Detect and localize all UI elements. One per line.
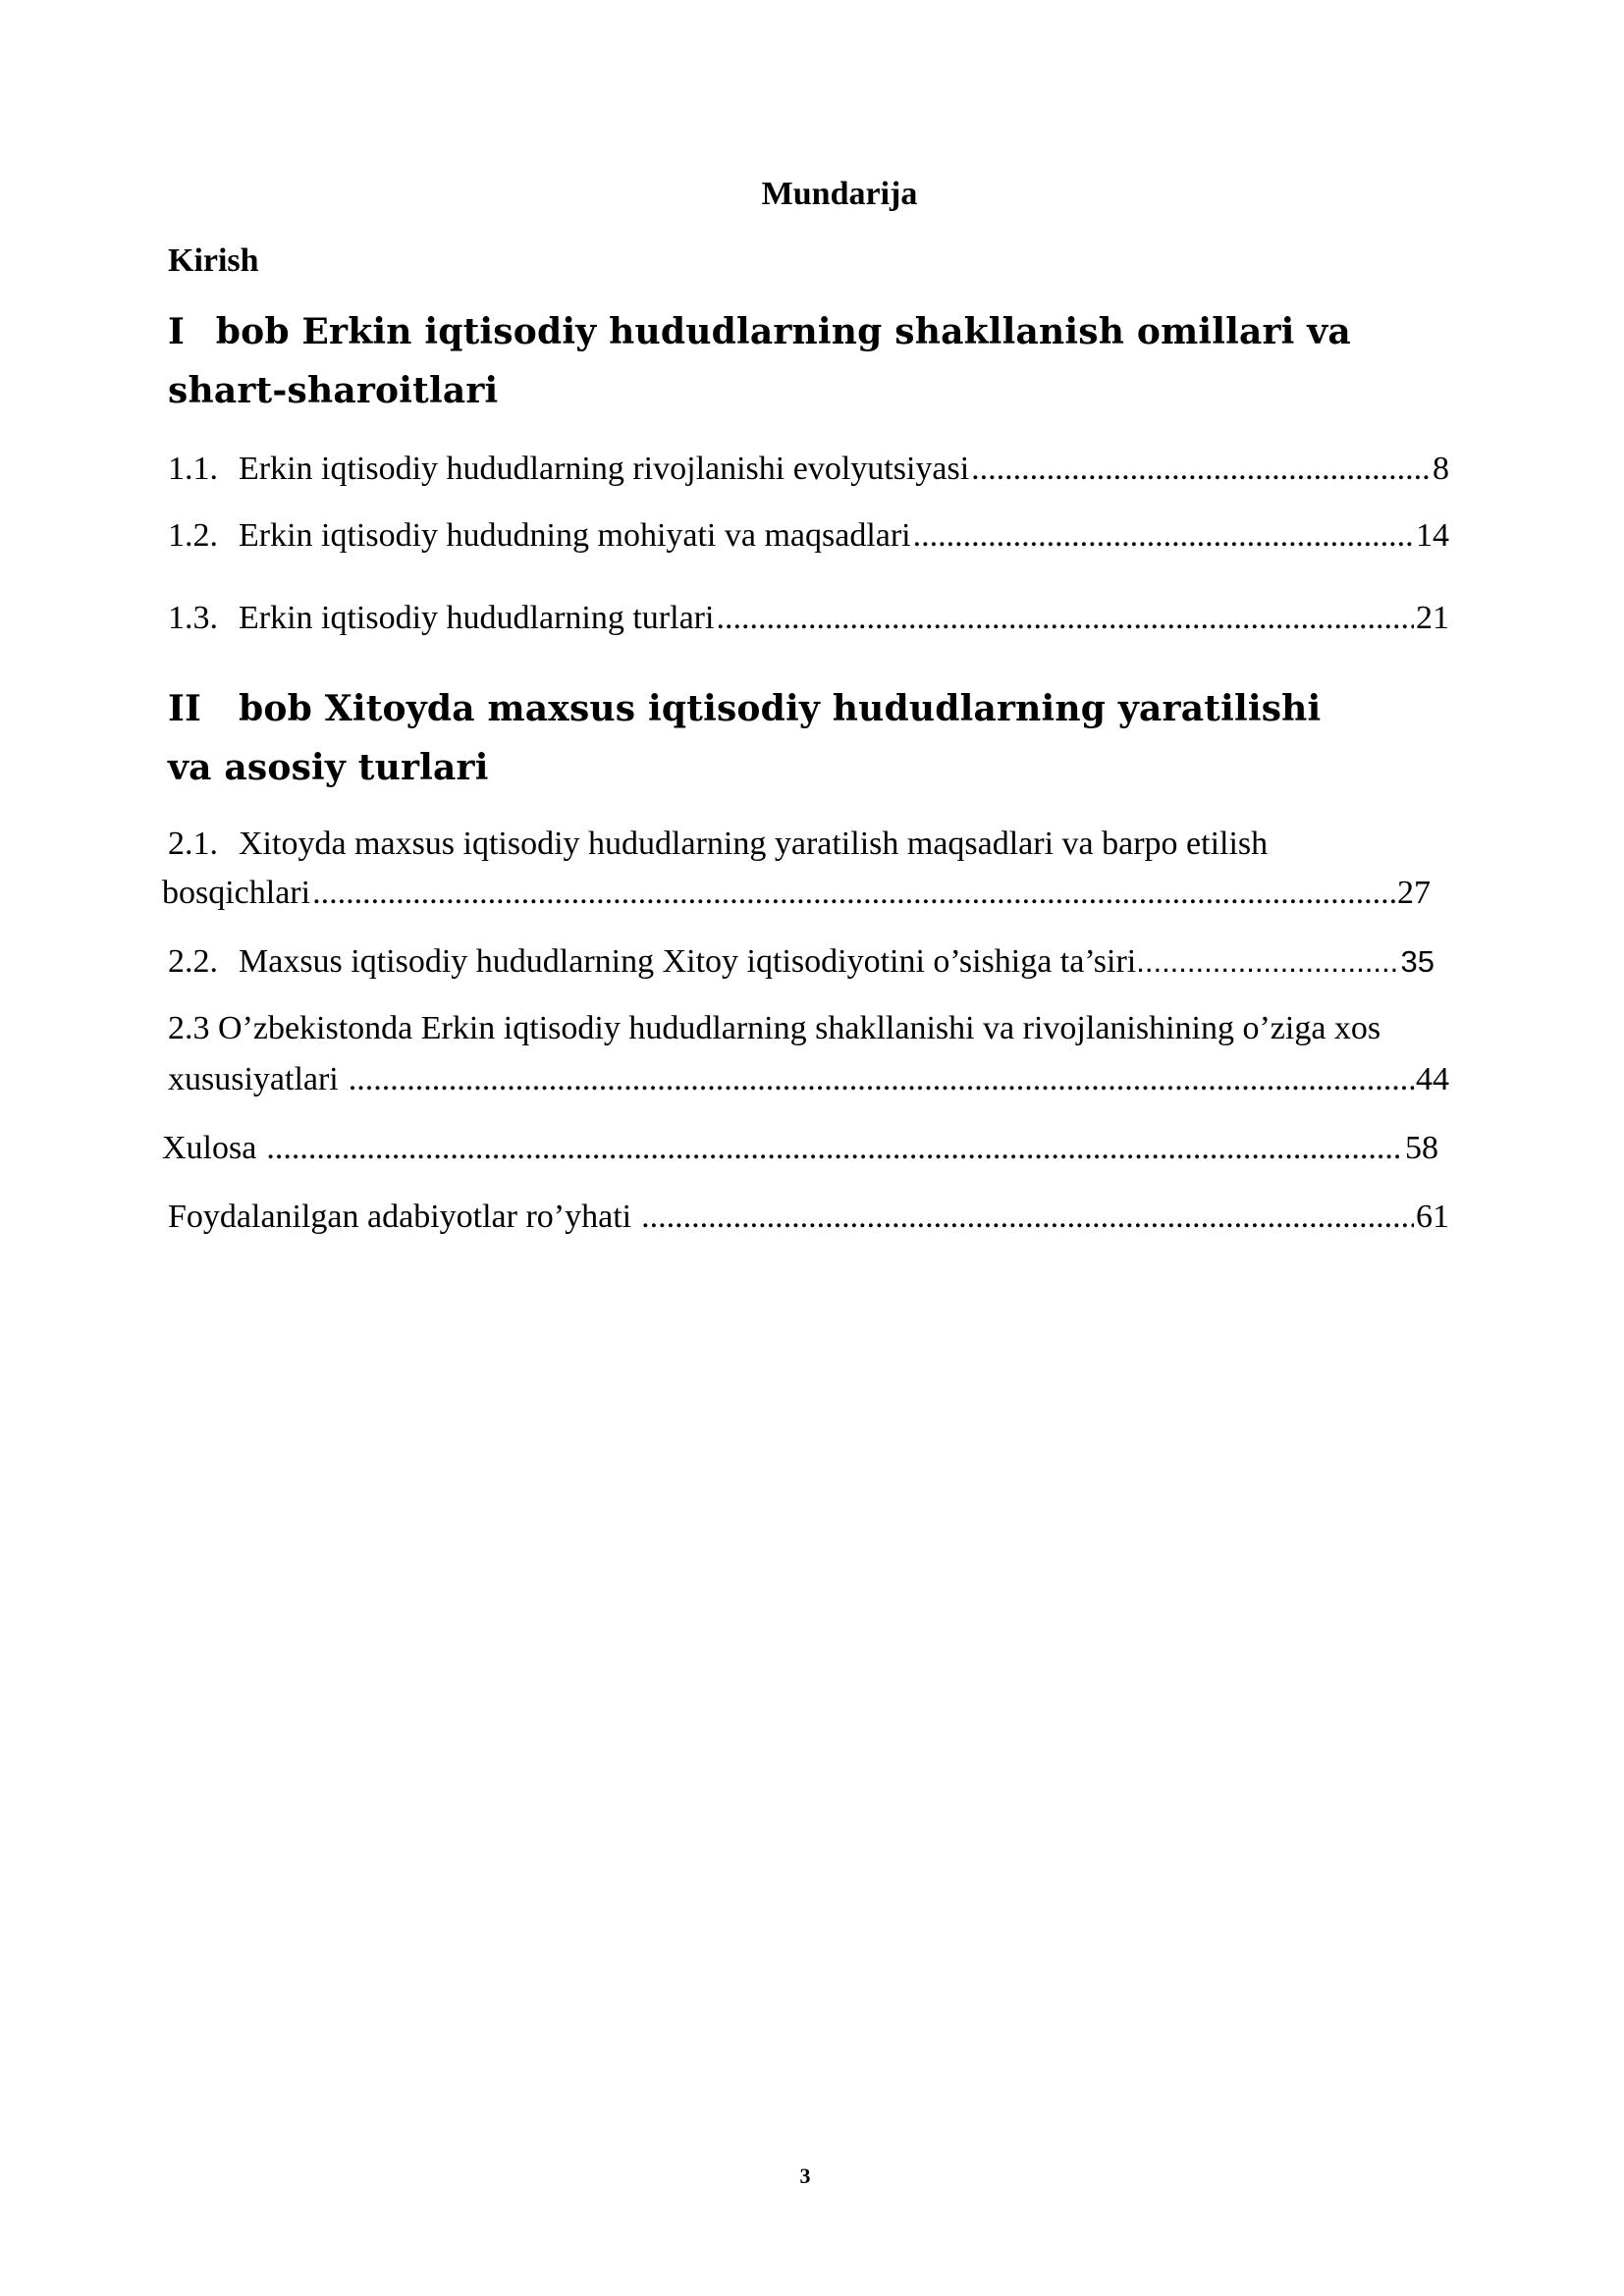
- page-number: 3: [799, 2163, 811, 2188]
- page-ref: 35: [1400, 944, 1435, 979]
- page-ref: 61: [1416, 1199, 1449, 1235]
- chapter-1-heading: [168, 302, 1366, 420]
- page-ref: 21: [1416, 600, 1449, 636]
- toc-entry-1-2[interactable]: [168, 516, 1449, 556]
- dot-leader: [971, 450, 1431, 489]
- section-number: 1.2.: [168, 517, 218, 554]
- section-number: 2.2.: [168, 943, 218, 980]
- toc-intro: Kirish: [168, 242, 259, 279]
- conclusion-label: Xulosa: [162, 1130, 257, 1166]
- toc-title: Mundarija: [761, 176, 918, 212]
- section-label: Xitoyda maxsus iqtisodiy hududlarning yaratilish maqsadlari va barpo etilish: [239, 826, 1269, 862]
- section-number: 1.1.: [168, 451, 218, 487]
- dot-leader: [716, 599, 1414, 638]
- section-label: Maxsus iqtisodiy hududlarning Xitoy iqtisodiyotini o’sishiga ta’siri: [239, 943, 1137, 980]
- references-label: Foydalanilgan adabiyotlar ro’yhati: [168, 1199, 632, 1235]
- section-number: 1.3.: [168, 600, 218, 636]
- toc-entry-2-3-line2[interactable]: [168, 1060, 1449, 1099]
- chapter-2-title: bob Xitoyda maxsus iqtisodiy hududlarning yaratilishi va asosiy turlari: [168, 688, 1322, 788]
- dot-leader: [312, 874, 1395, 913]
- section-number: 2.1.: [168, 826, 218, 862]
- page-ref: 44: [1416, 1061, 1449, 1097]
- toc-entry-1-1[interactable]: [168, 450, 1449, 489]
- chapter-2-heading: [168, 679, 1366, 797]
- section-label-continued: xususiyatlari: [168, 1061, 339, 1097]
- section-label: Erkin iqtisodiy hududlarning rivojlanishi evolyutsiyasi: [239, 451, 970, 487]
- toc-entry-2-3-line1[interactable]: 2.3 O’zbekistonda Erkin iqtisodiy hududlarning shakllanishi va rivojlanishining o’ziga xos: [168, 1010, 1381, 1046]
- toc-entry-2-1-line1[interactable]: [168, 825, 1268, 864]
- chapter-1-number: I: [168, 311, 186, 352]
- dot-leader: [266, 1129, 1399, 1168]
- dot-leader: [913, 516, 1414, 556]
- page-ref: 27: [1397, 875, 1431, 911]
- dot-leader: [1136, 942, 1400, 982]
- toc-entry-conclusion[interactable]: [162, 1129, 1438, 1168]
- page-ref: 14: [1416, 517, 1449, 554]
- chapter-2-number: II: [168, 688, 202, 729]
- section-label-continued: bosqichlari: [162, 875, 311, 911]
- toc-entry-1-3[interactable]: [168, 599, 1449, 638]
- page-ref: 8: [1433, 451, 1449, 487]
- toc-entry-references[interactable]: [168, 1198, 1449, 1237]
- page-ref: 58: [1405, 1130, 1438, 1166]
- chapter-1-title: bob Erkin iqtisodiy hududlarning shakllanish omillari va shart-sharoitlari: [168, 311, 1351, 411]
- toc-entry-2-1-line2[interactable]: [162, 874, 1431, 913]
- toc-entry-2-2[interactable]: [168, 942, 1435, 982]
- section-label: Erkin iqtisodiy hududlarning turlari: [239, 600, 715, 636]
- section-label: Erkin iqtisodiy hududning mohiyati va maqsadlari: [239, 517, 911, 554]
- dot-leader: [641, 1198, 1414, 1237]
- dot-leader: [349, 1060, 1414, 1099]
